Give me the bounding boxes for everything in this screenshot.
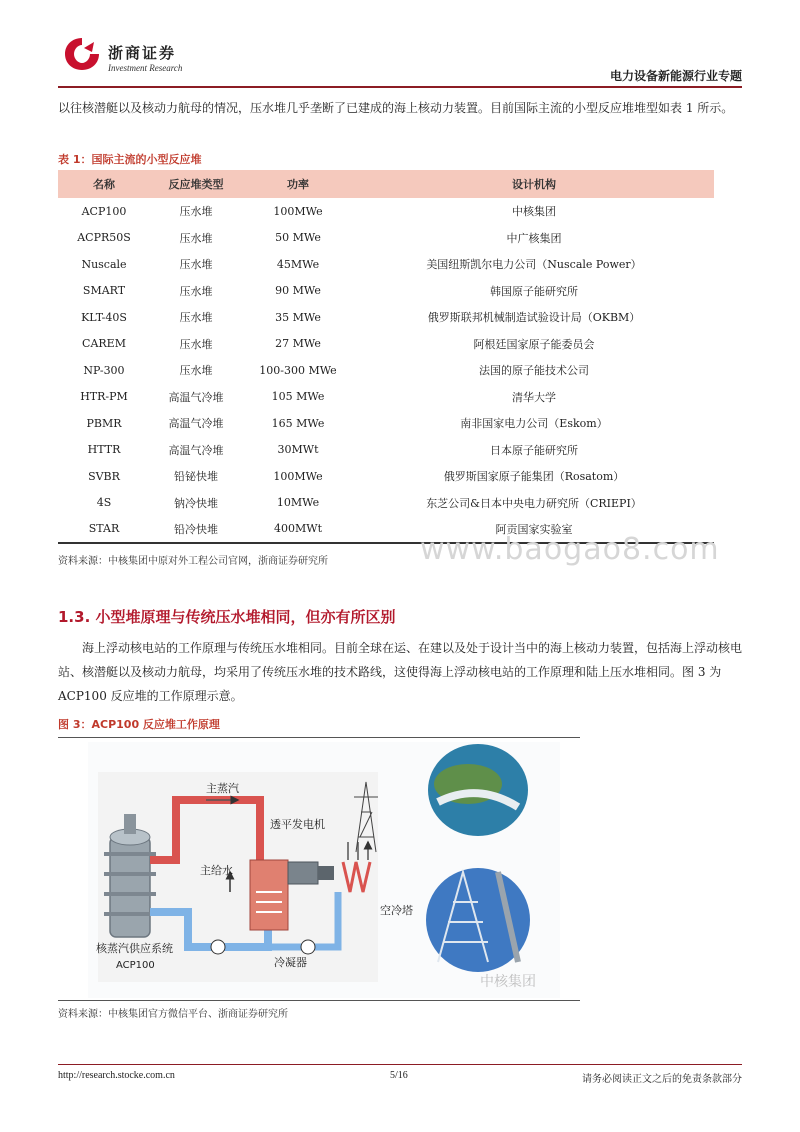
- table-row: [58, 384, 714, 411]
- table-row: [58, 357, 714, 384]
- cell-power: 100-300 MWe: [259, 363, 337, 377]
- table-row: [58, 304, 714, 331]
- table-row: [58, 490, 714, 517]
- table-row: [58, 251, 714, 278]
- table-row: [58, 410, 714, 437]
- figure-bottom-rule: [58, 1000, 580, 1001]
- cell-name: Nuscale: [81, 257, 127, 271]
- table-row: [58, 198, 714, 225]
- cell-type: 高温气冷堆: [168, 390, 224, 404]
- table-row: [58, 463, 714, 490]
- island-photo: [428, 744, 528, 836]
- cell-name: HTR-PM: [80, 390, 128, 404]
- cell-designer: 中核集团: [512, 205, 556, 219]
- cell-power: 165 MWe: [271, 416, 325, 430]
- cell-type: 高温气冷堆: [168, 443, 224, 457]
- brand-name: 浙商证券: [108, 44, 177, 62]
- label-wechat: 中核集团: [480, 974, 536, 990]
- footer-disclaimer: 请务必阅读正文之后的免责条款部分: [582, 1074, 742, 1085]
- page-number: 5/16: [390, 1070, 408, 1081]
- cell-power: 30MWt: [277, 443, 319, 457]
- cell-power: 100MWe: [273, 204, 323, 218]
- cell-power: 45MWe: [276, 257, 320, 271]
- cell-name: KLT-40S: [81, 310, 127, 324]
- reactor-diagram: [88, 742, 560, 998]
- cell-designer: 美国纽斯凯尔电力公司（Nuscale Power）: [426, 258, 642, 272]
- table-row: [58, 331, 714, 358]
- cell-type: 压水堆: [179, 205, 213, 219]
- brand-name-en: Investment Research: [108, 63, 183, 73]
- cell-type: 铅铋快堆: [174, 470, 218, 484]
- label-nsss: 核蒸汽供应系统: [96, 942, 173, 955]
- cell-type: 压水堆: [179, 337, 213, 351]
- cell-designer: 法国的原子能技术公司: [479, 364, 589, 378]
- cell-type: 压水堆: [179, 231, 213, 245]
- cell-designer: 日本原子能研究所: [490, 443, 578, 457]
- lineworker-photo: [426, 868, 530, 972]
- cell-designer: 阿根廷国家原子能委员会: [473, 337, 595, 351]
- section-title: 1.3. 小型堆原理与传统压水堆相同，但亦有所区别: [58, 608, 396, 626]
- cell-designer: 俄罗斯国家原子能集团（Rosatom）: [443, 470, 625, 484]
- cell-power: 50 MWe: [275, 231, 321, 245]
- cell-designer: 中广核集团: [506, 231, 562, 245]
- watermark: www.baogao8.com: [420, 532, 720, 567]
- cell-designer: 清华大学: [512, 390, 556, 404]
- cell-designer: 韩国原子能研究所: [490, 284, 578, 298]
- figure-top-rule: [58, 737, 580, 738]
- cell-name: ACPR50S: [77, 231, 131, 245]
- cell-designer: 阿贡国家实验室: [354, 516, 714, 543]
- table-header-row: [58, 170, 714, 198]
- header-divider: [58, 86, 742, 88]
- label-reactor: ACP100: [116, 960, 155, 971]
- cell-name: NP-300: [83, 363, 125, 377]
- table-source: 资料来源：中核集团中原对外工程公司官网，浙商证券研究所: [58, 556, 328, 567]
- cell-designer: 俄罗斯联邦机械制造试验设计局（OKBM）: [427, 311, 641, 325]
- label-condenser: 冷凝器: [274, 956, 307, 969]
- cell-power: 90 MWe: [275, 284, 321, 298]
- cell-type: 高温气冷堆: [168, 417, 224, 431]
- cell-type: 压水堆: [179, 258, 213, 272]
- cell-designer: 东芝公司&日本中央电力研究所（CRIEPI）: [426, 496, 642, 510]
- table-row: [58, 278, 714, 305]
- cell-power: 35 MWe: [275, 310, 321, 324]
- column-header-type: 反应堆类型: [168, 178, 224, 191]
- cell-name: PBMR: [86, 416, 122, 430]
- cell-type: 钠冷快堆: [174, 496, 218, 510]
- cell-name: HTTR: [87, 443, 121, 457]
- table-body: [58, 198, 714, 543]
- table-row: [58, 225, 714, 252]
- footer-url[interactable]: http://research.stocke.com.cn: [58, 1070, 175, 1081]
- footer-divider: [58, 1064, 742, 1065]
- figure-caption: 图 3：ACP100 反应堆工作原理: [58, 718, 220, 731]
- section-paragraph: 海上浮动核电站的工作原理与传统压水堆相同。目前全球在运、在建以及处于设计当中的海上核动力装置，包括海上浮动核电站、核潜艇以及核动力航母，均采用了传统压水堆的技术路线，这使得海上浮动核电站的工作原理和陆上压水堆相同。图 3 为 ACP100 反应堆的工作原理示意。: [58, 641, 743, 703]
- cell-name: ACP100: [81, 204, 127, 218]
- pump-icon: [301, 940, 315, 954]
- label-feedwater: 主给水: [200, 864, 233, 877]
- column-header-designer: 设计机构: [512, 178, 556, 191]
- label-cooling-tower: 空冷塔: [380, 904, 413, 917]
- reactor-table: [58, 170, 714, 544]
- table-row: [58, 437, 714, 464]
- company-logo-icon: [62, 36, 102, 72]
- figure-source: 资料来源：中核集团官方微信平台、浙商证券研究所: [58, 1009, 288, 1020]
- table-caption: 表 1：国际主流的小型反应堆: [58, 153, 202, 166]
- cell-power: 27 MWe: [275, 337, 321, 351]
- cell-name: STAR: [58, 516, 150, 543]
- cell-name: SVBR: [88, 469, 120, 483]
- condenser-unit: [250, 860, 288, 930]
- cell-type: 铅冷快堆: [150, 516, 242, 543]
- cell-type: 压水堆: [179, 311, 213, 325]
- cell-power: 100MWe: [273, 469, 323, 483]
- label-main-steam: 主蒸汽: [206, 782, 239, 795]
- label-turbine: 透平发电机: [270, 818, 325, 831]
- cell-power: 400MWt: [242, 516, 354, 543]
- cell-power: 10MWe: [276, 496, 320, 510]
- pump-icon: [211, 940, 225, 954]
- cell-designer: 南非国家电力公司（Eskom）: [460, 417, 608, 431]
- column-header-name: 名称: [93, 178, 115, 191]
- cell-type: 压水堆: [179, 284, 213, 298]
- column-header-power: 功率: [287, 178, 309, 191]
- cell-name: SMART: [82, 284, 126, 298]
- intro-paragraph: 以往核潜艇以及核动力航母的情况，压水堆几乎垄断了已建成的海上核动力装置。目前国际主流的小型反应堆堆型如表 1 所示。: [58, 101, 734, 115]
- cell-power: 105 MWe: [271, 390, 325, 404]
- cell-name: 4S: [96, 496, 112, 510]
- cell-type: 压水堆: [179, 364, 213, 378]
- report-title: 电力设备新能源行业专题: [609, 69, 742, 83]
- cell-name: CAREM: [82, 337, 126, 351]
